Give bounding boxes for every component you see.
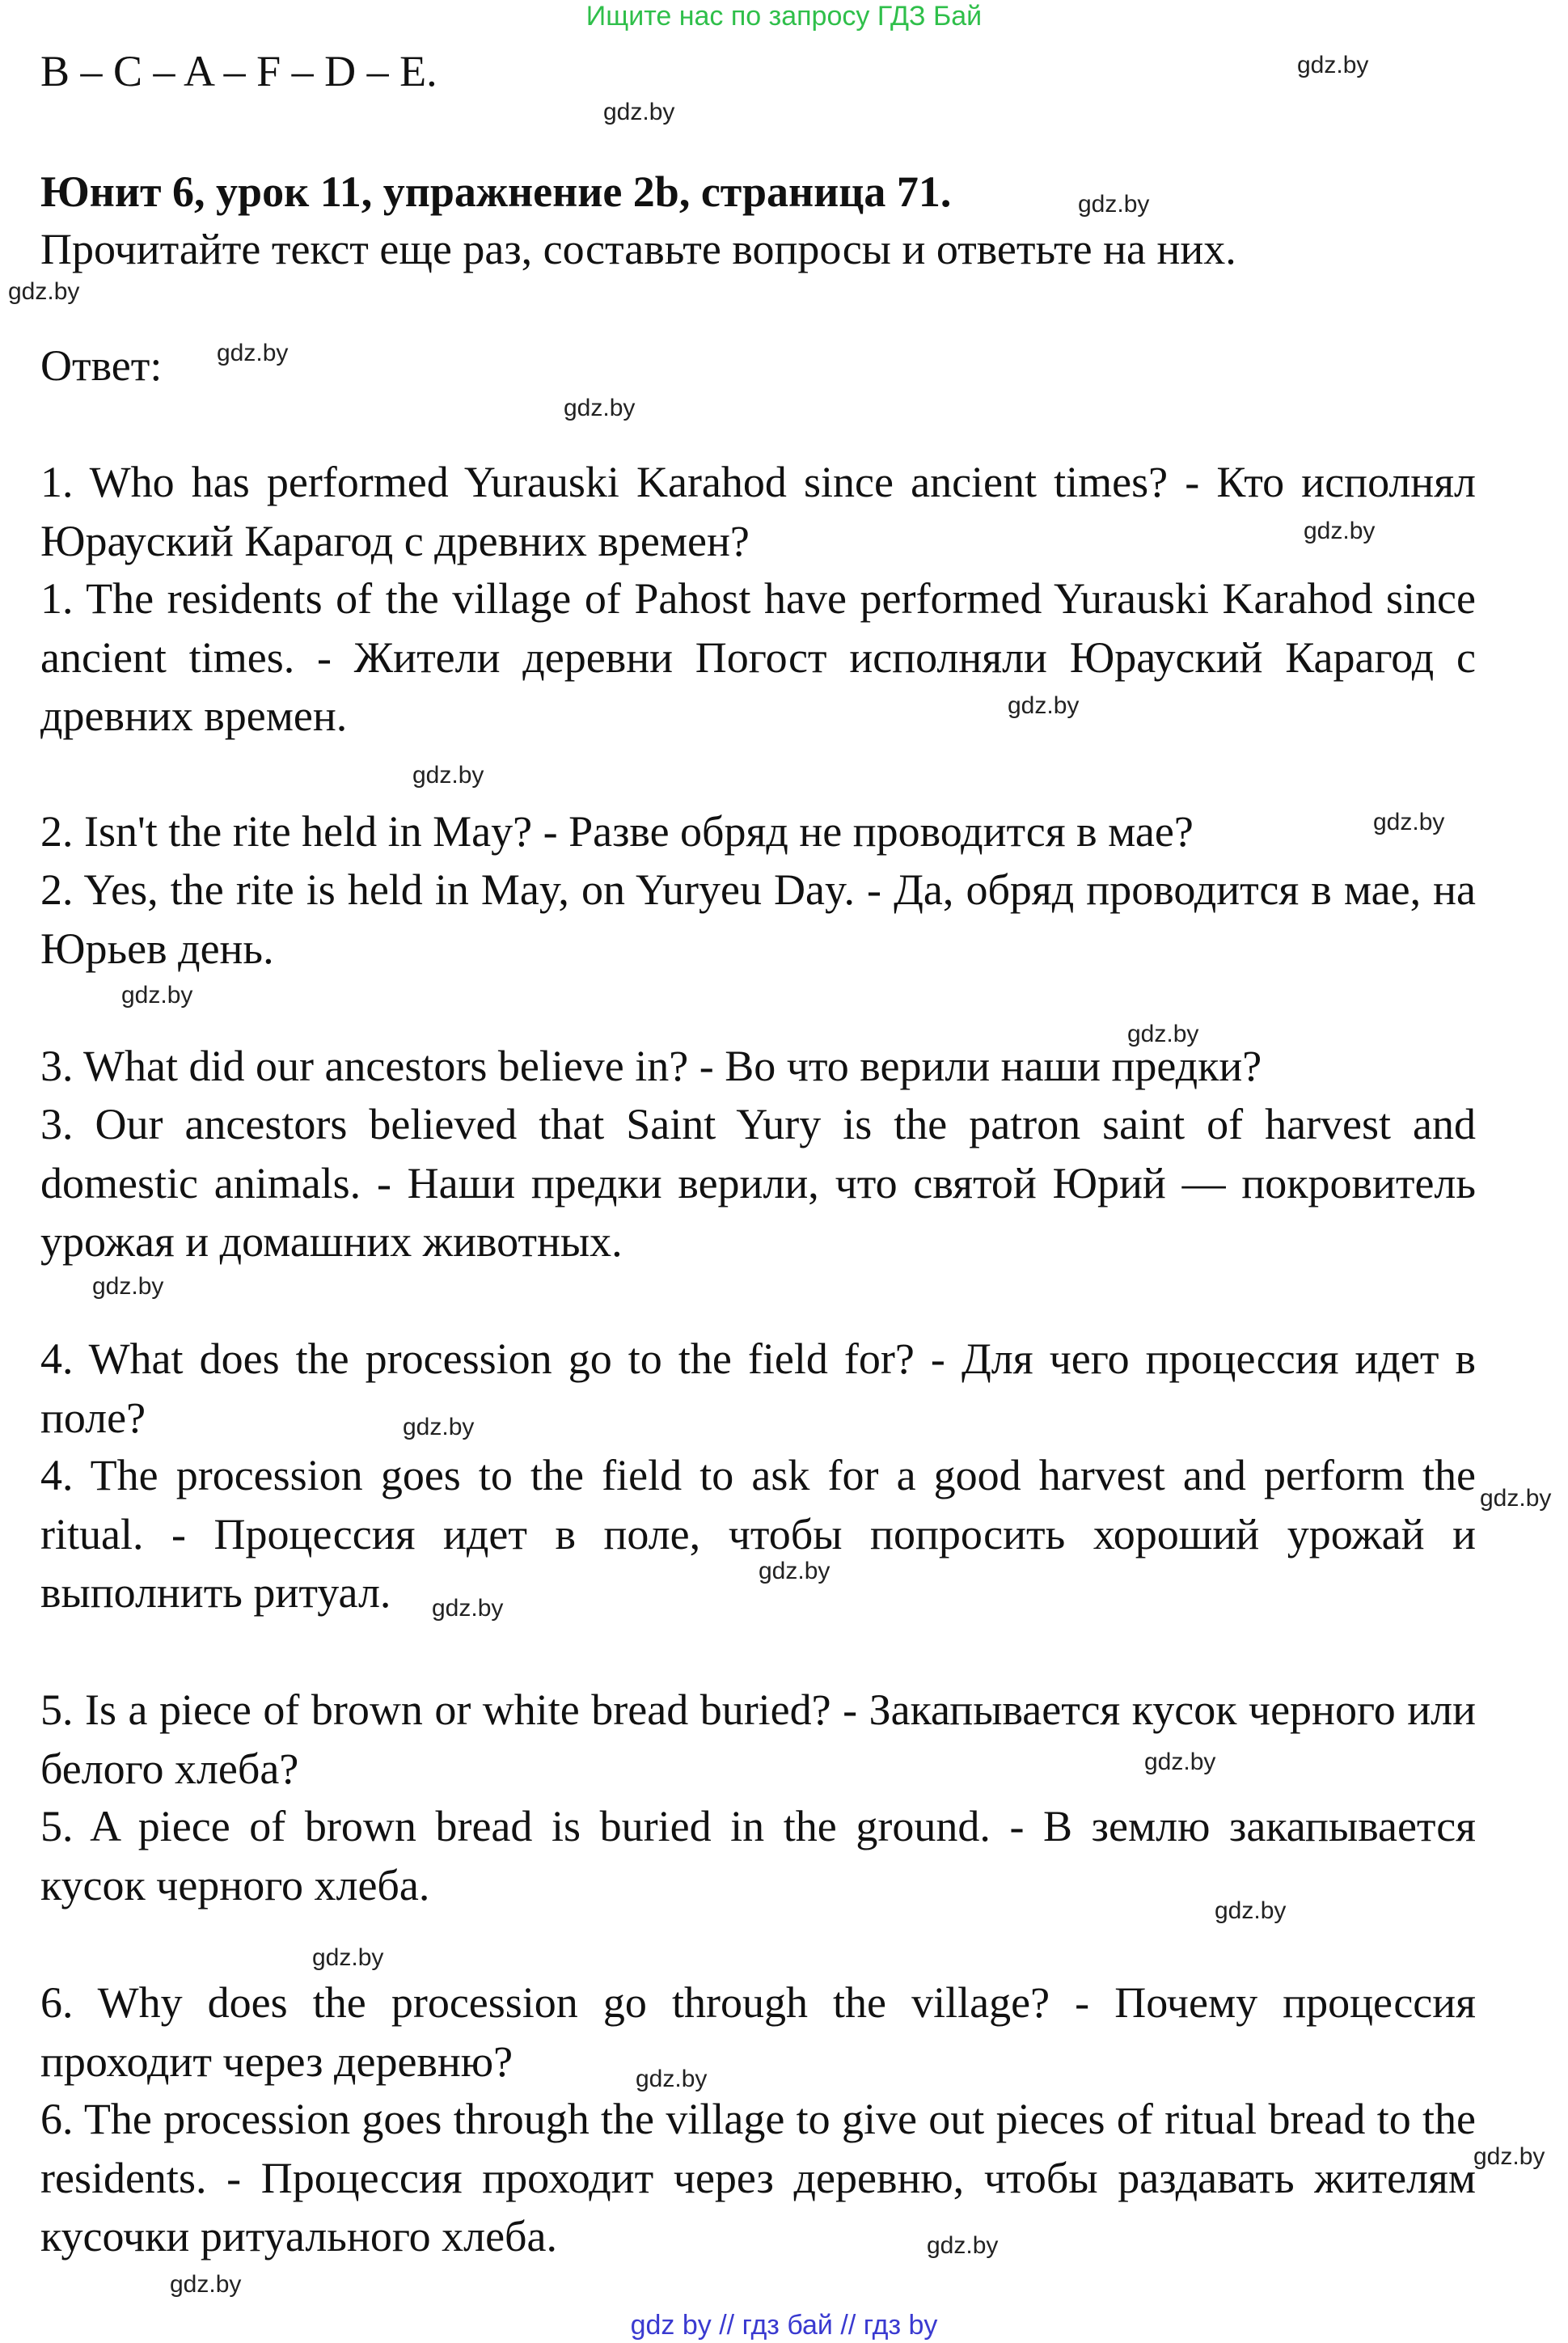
question-4: 4. What does the procession go to the field for? - Для чего процессия идет в поле? — [40, 1334, 1476, 1442]
exercise-heading: Юнит 6, урок 11, упражнение 2b, страница 71. — [40, 167, 952, 216]
top-search-banner: Ищите нас по запросу ГДЗ Бай — [585, 1, 983, 32]
watermark-text: gdz.by — [564, 395, 636, 421]
watermark-text: gdz.by — [1215, 1897, 1287, 1924]
watermark-text: gdz.by — [1297, 52, 1369, 78]
watermark-text: gdz.by — [170, 2271, 242, 2298]
watermark-text: gdz.by — [217, 340, 289, 366]
watermark-text: gdz.by — [432, 1595, 504, 1622]
watermark-text: gdz.by — [759, 1558, 830, 1584]
watermark-text: gdz.by — [1473, 2143, 1545, 2170]
watermark-text: gdz.by — [1008, 692, 1080, 719]
watermark-text: gdz.by — [8, 278, 80, 305]
answer-4: 4. The procession goes to the field to ask for a good harvest and perform the ritual. - Процессия идет в поле, чтобы попросить хороший урожай и выполнить ритуал. — [40, 1451, 1476, 1617]
question-5: 5. Is a piece of brown or white bread buried? - Закапывается кусок черного или белого хлеба? — [40, 1685, 1476, 1793]
answer-5: 5. A piece of brown bread is buried in the ground. - В землю закапывается кусок черного хлеба. — [40, 1802, 1476, 1910]
watermark-text: gdz.by — [403, 1414, 475, 1440]
answer-2: 2. Yes, the rite is held in May, on Yuryeu Day. - Да, обряд проводится в мае, на Юрьев день. — [40, 865, 1476, 973]
question-6: 6. Why does the procession go through the village? - Почему процессия проходит через деревню? — [40, 1978, 1476, 2086]
watermark-text: gdz.by — [636, 2066, 708, 2092]
watermark-text: gdz.by — [412, 762, 484, 789]
question-1: 1. Who has performed Yurauski Karahod since ancient times? - Кто исполнял Юрауский Карагод с древних времен? — [40, 458, 1476, 565]
watermark-text: gdz.by — [603, 99, 675, 125]
bottom-links-banner — [0, 2309, 1568, 2341]
question-2: 2. Isn't the rite held in May? - Разве обряд не проводится в мае? — [40, 807, 1194, 856]
watermark-text: gdz.by — [1480, 1485, 1552, 1512]
answer-3: 3. Our ancestors believed that Saint Yury is the patron saint of harvest and domestic animals. - Наши предки верили, что святой Юрий — покровитель урожая и домашних животных. — [40, 1100, 1476, 1266]
answer-6: 6. The procession goes through the village to give out pieces of ritual bread to the residents. - Процессия проходит через деревню, чтобы раздавать жителям кусочки ритуального хлеба. — [40, 2095, 1476, 2261]
watermark-text: gdz.by — [1304, 518, 1376, 544]
watermark-text: gdz.by — [121, 982, 193, 1009]
watermark-text: gdz.by — [1078, 191, 1150, 218]
watermark-text: gdz.by — [92, 1273, 164, 1300]
task-instruction: Прочитайте текст еще раз, составьте вопросы и ответьте на них. — [40, 225, 1236, 273]
footer-link-gdz-by[interactable]: gdz by — [630, 2310, 712, 2341]
footer-separator: // — [719, 2310, 735, 2341]
footer-link-gdz-bai[interactable]: гдз бай — [742, 2310, 833, 2341]
watermark-text: gdz.by — [1373, 809, 1445, 835]
footer-link-gdz-by-cyr[interactable]: гдз by — [863, 2310, 938, 2341]
answer-label: Ответ: — [40, 341, 163, 390]
answer-1: 1. The residents of the village of Pahost have performed Yurauski Karahod since ancient times. - Жители деревни Погост исполняли Юрауский Карагод с древних времен. — [40, 574, 1476, 740]
footer-separator: // — [840, 2310, 856, 2341]
watermark-text: gdz.by — [927, 2232, 999, 2259]
watermark-text: gdz.by — [1127, 1021, 1199, 1047]
watermark-text: gdz.by — [312, 1944, 384, 1971]
sequence-answer: B – C – A – F – D – E. — [40, 47, 437, 95]
question-3: 3. What did our ancestors believe in? - Во что верили наши предки? — [40, 1042, 1262, 1090]
watermark-text: gdz.by — [1144, 1749, 1216, 1775]
